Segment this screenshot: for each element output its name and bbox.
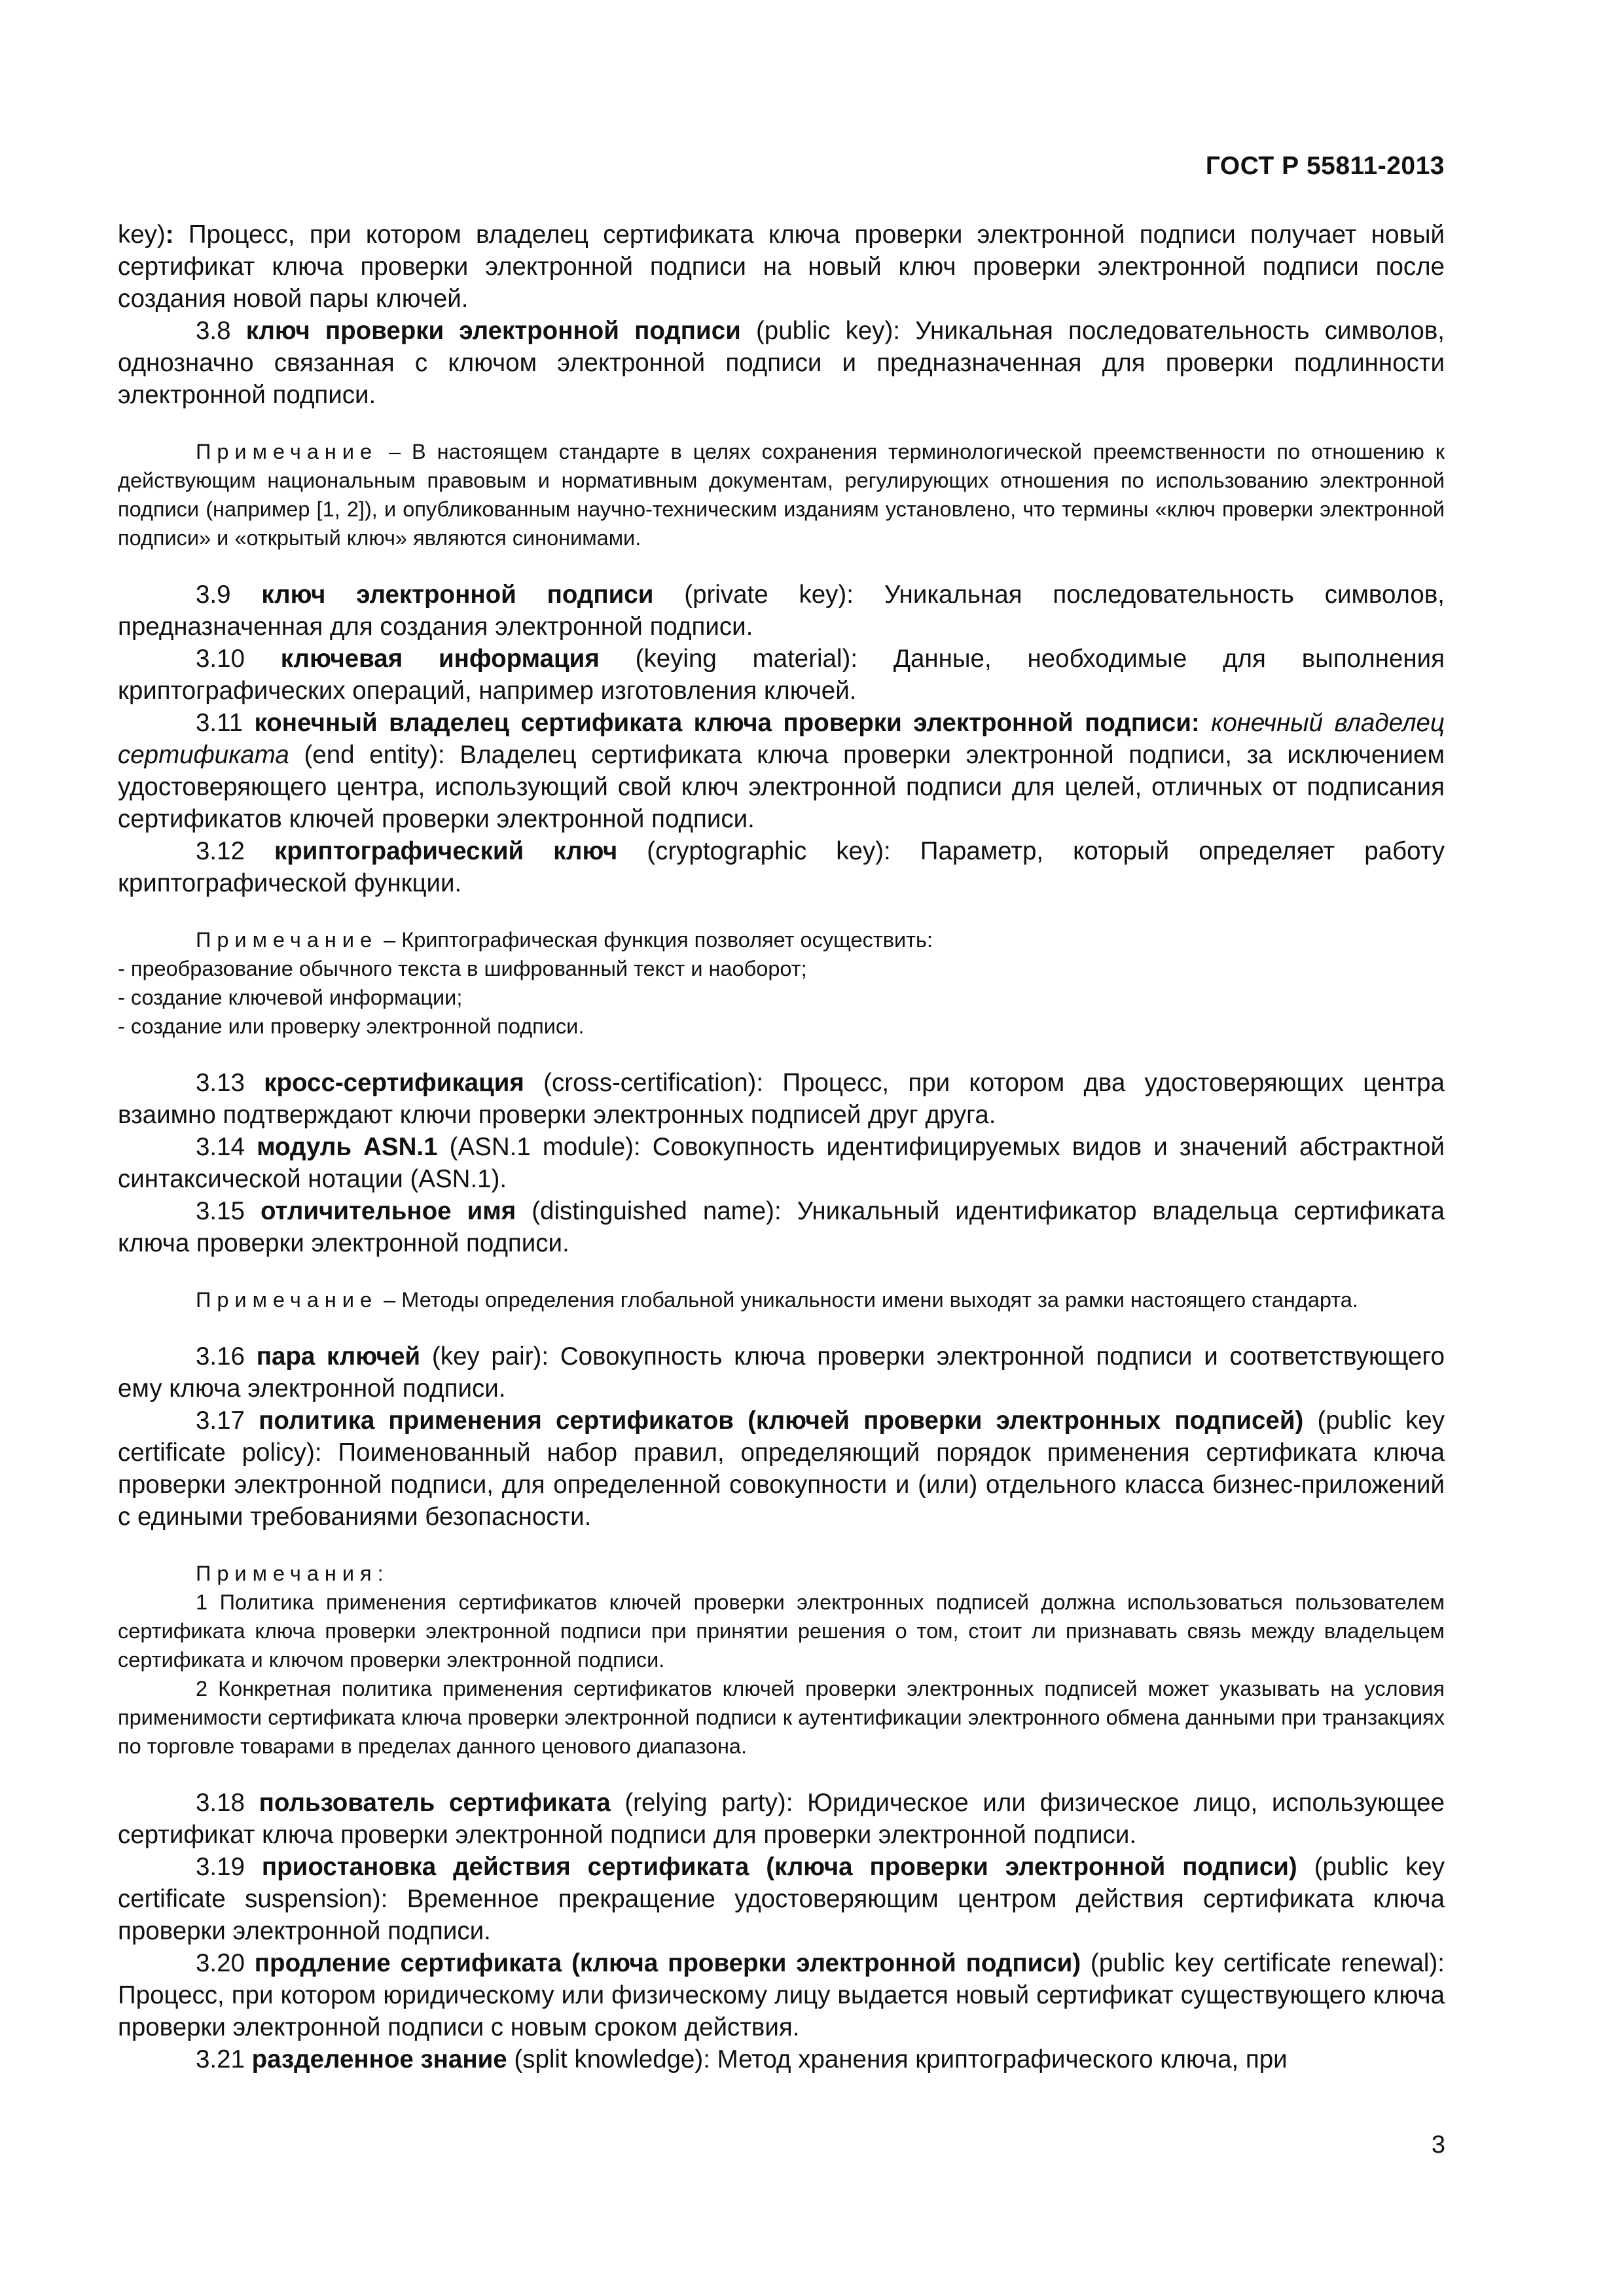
document-header: ГОСТ Р 55811-2013 <box>1205 152 1445 180</box>
definition-text: (split knowledge): Метод хранения криптографического ключа, при <box>507 2045 1288 2073</box>
paragraph-3-12 <box>118 835 1445 899</box>
paragraph-3-8 <box>118 315 1445 411</box>
note-3-15 <box>118 1285 1445 1314</box>
clause-number: 3.11 <box>196 709 255 737</box>
note-label: Примечания: <box>196 1562 389 1585</box>
paragraph-3-21 <box>118 2043 1445 2075</box>
term: конечный владелец сертификата ключа проверки электронной подписи: <box>254 709 1200 737</box>
definition-text: (public key): Уникальная последовательность символов, однозначно связанная с ключом электронной подписи и предназначенная для проверки подлинности электронной подписи. <box>118 317 1445 409</box>
clause-number: 3.12 <box>196 837 275 865</box>
clause-number: 3.17 <box>196 1407 259 1435</box>
clause-number: 3.21 <box>196 2045 252 2073</box>
paragraph-3-20 <box>118 1947 1445 2043</box>
paragraph-3-13 <box>118 1067 1445 1131</box>
clause-number: 3.10 <box>196 645 281 673</box>
paragraph-3-7-continued <box>118 219 1445 315</box>
term: кросс-сертификация <box>264 1069 524 1097</box>
term: ключ проверки электронной подписи <box>245 317 741 345</box>
clause-number: 3.18 <box>196 1789 259 1817</box>
clause-number: 3.20 <box>196 1949 255 1977</box>
paragraph-3-17 <box>118 1405 1445 1533</box>
note-3-17 <box>118 1559 1445 1588</box>
note-text: – Криптографическая функция позволяет осуществить: <box>378 928 933 952</box>
definition-text: (private key): Уникальная последовательность символов, предназначенная для создания электронной подписи. <box>118 581 1445 641</box>
definition-text: (public key certificate suspension): Временное прекращение удостоверяющим центром действия сертификата ключа проверки электронной подписи. <box>118 1853 1445 1945</box>
definition-text: (distinguished name): Уникальный идентификатор владельца сертификата ключа проверки электронной подписи. <box>118 1197 1445 1257</box>
paragraph-3-19 <box>118 1851 1445 1947</box>
term: разделенное знание <box>251 2045 507 2073</box>
term: ключ электронной подписи <box>261 581 654 609</box>
term: пользователь сертификата <box>259 1789 611 1817</box>
term: модуль ASN.1 <box>257 1133 438 1161</box>
document-body <box>118 219 1445 2075</box>
definition-text: (cross-certification): Процесс, при котором два удостоверяющих центра взаимно подтверждают ключи проверки электронных подписей друг друга. <box>118 1069 1445 1129</box>
term: отличительное имя <box>260 1197 516 1225</box>
paragraph-3-9 <box>118 579 1445 643</box>
clause-number: 3.19 <box>196 1853 262 1881</box>
note-3-12 <box>118 925 1445 954</box>
term: криптографический ключ <box>274 837 618 865</box>
definition-text: (relying party): Юридическое или физическое лицо, использующее сертификат ключа проверки электронной подписи для проверки электронной подписи. <box>118 1789 1445 1849</box>
definition-text: (cryptographic key): Параметр, который определяет работу криптографической функции. <box>118 837 1445 897</box>
definition-text: (key pair): Совокупность ключа проверки электронной подписи и соответствующего ему ключа электронной подписи. <box>118 1342 1445 1403</box>
note-label: Примечание <box>196 928 378 952</box>
paragraph-3-14 <box>118 1131 1445 1195</box>
paragraph-3-18 <box>118 1787 1445 1851</box>
definition-text: Процесс, при котором владелец сертификата ключа проверки электронной подписи получает новый сертификат ключа проверки электронной подписи на новый ключ проверки электронной подписи после создания новой пары ключей. <box>118 221 1445 313</box>
clause-number: 3.13 <box>196 1069 264 1097</box>
clause-number: 3.15 <box>196 1197 261 1225</box>
note-3-8 <box>118 437 1445 552</box>
note-label: Примечание <box>196 440 378 463</box>
clause-number: 3.14 <box>196 1133 257 1161</box>
note-item-2: 2 Конкретная политика применения сертификатов ключей проверки электронных подписей может указывать на условия применимости сертификата ключа проверки электронной подписи к аутентификации электронного обмена данными при транзакциях по торговле товарами в пределах данного ценового диапазона. <box>118 1677 1445 1758</box>
term: политика применения сертификатов (ключей проверки электронных подписей) <box>259 1407 1304 1435</box>
paragraph-3-16 <box>118 1340 1445 1405</box>
term: пара ключей <box>256 1342 421 1371</box>
definition-text: (end entity): Владелец сертификата ключа проверки электронной подписи, за исключением удостоверяющего центра, использующий свой ключ электронной подписи для целей, отличных от подписания сертификатов ключей проверки электронной подписи. <box>118 741 1445 833</box>
definition-text: (public key certificate policy): Поименованный набор правил, определяющий порядок применения сертификата ключа проверки электронной подписи, для определенной совокупности и (или) отдельного класса бизнес-приложений с едиными требованиями безопасности. <box>118 1407 1445 1531</box>
clause-number: 3.16 <box>196 1342 257 1371</box>
paragraph-3-10 <box>118 643 1445 707</box>
definition-text: (ASN.1 module): Совокупность идентифицируемых видов и значений абстрактной синтаксической нотации (ASN.1). <box>118 1133 1445 1193</box>
term-colon: : <box>165 221 174 249</box>
paragraph-3-15 <box>118 1195 1445 1259</box>
clause-number: 3.9 <box>196 581 262 609</box>
definition-text: (keying material): Данные, необходимые для выполнения криптографических операций, например изготовления ключей. <box>118 645 1445 705</box>
note-item-1: 1 Политика применения сертификатов ключей проверки электронных подписей должна использоваться пользователем сертификата ключа проверки электронной подписи при принятии решения о том, стоит ли признавать связь между владельцем сертификата и ключом проверки электронной подписи. <box>118 1590 1445 1672</box>
term: ключевая информация <box>280 645 600 673</box>
page-number: 3 <box>1431 2131 1445 2159</box>
note-label: Примечание <box>196 1288 378 1312</box>
note-list-item: - преобразование обычного текста в шифрованный текст и наоборот; <box>118 957 807 980</box>
note-list-item: - создание ключевой информации; <box>118 986 463 1009</box>
term: продление сертификата (ключа проверки электронной подписи) <box>254 1949 1081 1977</box>
note-list-item: - создание или проверку электронной подписи. <box>118 1014 585 1038</box>
clause-number: 3.8 <box>196 317 246 345</box>
definition-text: (public key certificate renewal): Процесс, при котором юридическому или физическому лицу выдается новый сертификат существующего ключа проверки электронной подписи с новым сроком действия. <box>118 1949 1445 2041</box>
term: приостановка действия сертификата (ключа проверки электронной подписи) <box>261 1853 1297 1881</box>
paragraph-3-11 <box>118 707 1445 835</box>
term-tail: key) <box>118 221 166 249</box>
alternative-term: конечный владелец сертификата <box>118 709 1445 769</box>
note-text: – В настоящем стандарте в целях сохранения терминологической преемственности по отношению к действующим национальным правовым и нормативным документам, регулирующих отношения по использованию электронной подписи (например [1, 2]), и опубликованным научно-техническим изданиям установлено, что термины «ключ проверки электронной подписи» и «открытый ключ» являются синонимами. <box>118 440 1445 550</box>
note-text: – Методы определения глобальной уникальности имени выходят за рамки настоящего стандарта. <box>378 1288 1358 1312</box>
